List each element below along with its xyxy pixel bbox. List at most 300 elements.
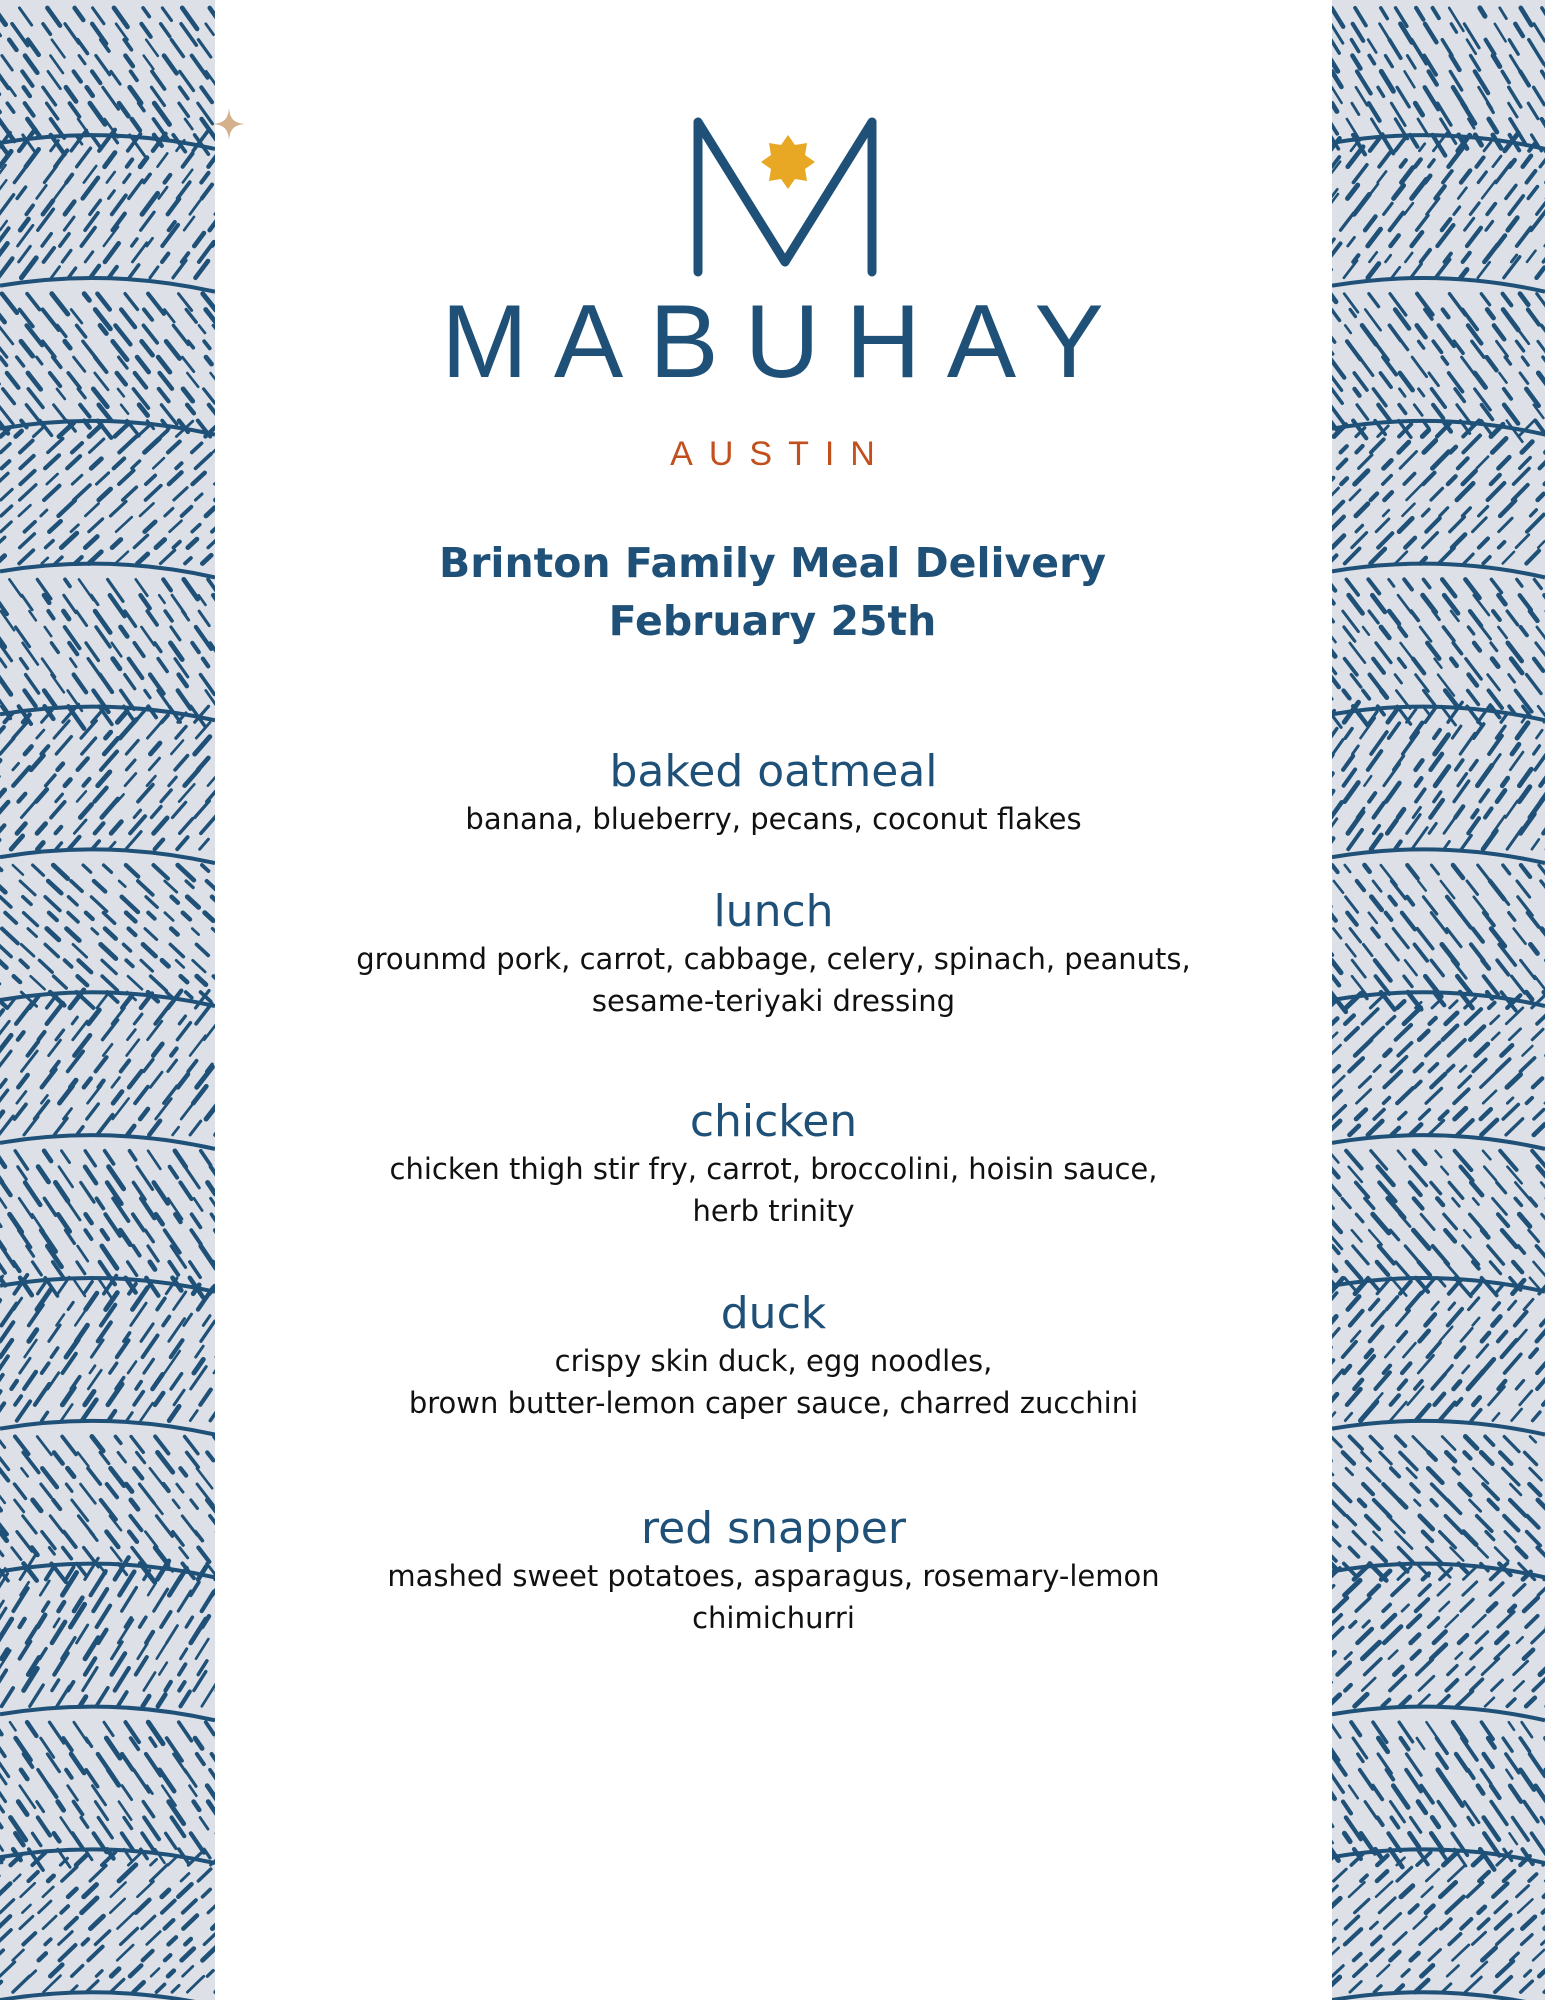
pattern-stroke [181, 976, 188, 982]
pattern-stroke [1341, 478, 1347, 484]
pattern-stroke [1418, 881, 1426, 891]
pattern-stroke [1530, 1437, 1536, 1443]
pattern-stroke [165, 175, 171, 183]
pattern-stroke [133, 1246, 139, 1256]
pattern-stroke [1350, 1622, 1356, 1627]
pattern-stroke [126, 832, 141, 850]
pattern-stroke [0, 1090, 8, 1103]
pattern-stroke [1465, 1802, 1479, 1823]
pattern-stroke [90, 1366, 95, 1373]
pattern-stroke [1332, 1833, 1333, 1843]
pattern-stroke [23, 1933, 35, 1944]
pattern-stroke [0, 8, 6, 25]
pattern-stroke [1518, 1246, 1524, 1253]
pattern-stroke [1420, 1929, 1437, 1945]
pattern-stroke [37, 730, 44, 738]
pattern-stroke [1415, 159, 1421, 166]
pattern-stroke [0, 1601, 3, 1611]
pattern-stroke [1349, 1058, 1363, 1071]
pattern-stroke [1378, 171, 1387, 182]
pattern-stroke [1473, 1060, 1485, 1072]
pattern-stroke [0, 180, 6, 198]
pattern-stroke [42, 1468, 57, 1487]
pattern-stroke [78, 976, 88, 985]
pattern-stroke [86, 1770, 97, 1787]
pattern-stroke [1451, 659, 1456, 666]
pattern-stroke [1369, 1230, 1382, 1245]
pattern-stroke [110, 1363, 117, 1373]
pattern-stroke [1334, 881, 1343, 893]
pattern-stroke [1524, 1598, 1538, 1611]
pattern-stroke [1363, 1642, 1380, 1658]
pattern-stroke [1370, 1327, 1383, 1342]
pattern-stroke [1515, 1183, 1530, 1200]
pattern-stroke [1440, 1602, 1450, 1611]
pattern-stroke [134, 1183, 145, 1200]
pattern-stroke [117, 711, 127, 722]
pattern-stroke [1529, 1484, 1540, 1495]
pattern-stroke [181, 1100, 196, 1119]
pattern-stroke [202, 185, 212, 199]
pattern-stroke [0, 1010, 3, 1024]
pattern-stroke [17, 824, 25, 834]
pattern-stroke [136, 1382, 141, 1389]
pattern-stroke [161, 790, 171, 802]
course-description-line: mashed sweet potatoes, asparagus, rosemary-lemon [387, 1559, 1160, 1593]
pattern-stroke [100, 675, 112, 692]
pattern-stroke [163, 1317, 169, 1326]
pattern-stroke [119, 471, 134, 485]
pattern-stroke [1514, 929, 1526, 944]
title-line-1: Brinton Family Meal Delivery [438, 539, 1107, 587]
pattern-stroke [1421, 1965, 1433, 1976]
pattern-stroke [20, 1642, 31, 1659]
pattern-stroke [1356, 1598, 1370, 1611]
pattern-stroke [54, 1118, 67, 1135]
pattern-stroke [201, 1151, 211, 1165]
pattern-stroke [1348, 147, 1363, 167]
pattern-stroke [183, 1900, 196, 1913]
pattern-stroke [1371, 732, 1387, 754]
pattern-stroke [43, 1602, 49, 1611]
pattern-stroke [126, 865, 138, 877]
pattern-stroke [1363, 944, 1372, 955]
pattern-stroke [129, 265, 139, 278]
pattern-stroke [1345, 1653, 1351, 1659]
pattern-stroke [168, 1858, 176, 1865]
pattern-stroke [1437, 1754, 1447, 1768]
pattern-stroke [1399, 659, 1406, 668]
pattern-stroke [1479, 1907, 1485, 1913]
pattern-stroke [1399, 1380, 1406, 1389]
pattern-stroke [56, 827, 62, 833]
pattern-stroke [186, 881, 193, 888]
pattern-stroke [1392, 1818, 1399, 1828]
pattern-stroke [1390, 213, 1403, 231]
pattern-stroke [1347, 1262, 1362, 1279]
pattern-stroke [58, 1802, 64, 1811]
pattern-stroke [97, 1198, 104, 1208]
pattern-stroke [0, 71, 8, 88]
pattern-stroke [42, 659, 55, 677]
pattern-stroke [0, 1930, 11, 1945]
pattern-stroke [25, 103, 34, 116]
pattern-stroke [128, 1262, 137, 1276]
pattern-stroke [132, 239, 137, 246]
pattern-stroke [1378, 87, 1384, 96]
pattern-stroke [162, 8, 171, 21]
pattern-stroke [109, 267, 117, 278]
pattern-stroke [13, 1262, 19, 1271]
pattern-stroke [214, 476, 215, 484]
pattern-stroke [1362, 1678, 1375, 1691]
pattern-stroke [59, 1932, 72, 1945]
pattern-stroke [54, 1619, 59, 1627]
pattern-stroke [120, 1230, 130, 1244]
pattern-stroke [0, 1468, 8, 1480]
pattern-stroke [134, 1468, 142, 1478]
pattern-stroke [13, 763, 19, 769]
pattern-stroke [1382, 1700, 1389, 1707]
pattern-stroke [1338, 1663, 1350, 1675]
pattern-stroke [1386, 913, 1392, 920]
pattern-stroke [0, 1391, 1, 1405]
pattern-stroke [1426, 1869, 1439, 1881]
pattern-stroke [48, 71, 60, 88]
pattern-stroke [162, 960, 169, 966]
pattern-stroke [1366, 1516, 1379, 1529]
pattern-stroke [49, 913, 57, 921]
pattern-stroke [1353, 1246, 1368, 1264]
pattern-stroke [1478, 172, 1486, 183]
pattern-stroke [1398, 1151, 1405, 1159]
pattern-stroke [1440, 1532, 1456, 1548]
pattern-stroke [1454, 1089, 1468, 1103]
pattern-stroke [1386, 255, 1391, 262]
pattern-stroke [1416, 1405, 1429, 1421]
pattern-stroke [1422, 430, 1428, 436]
pattern-stroke [180, 87, 188, 98]
pattern-stroke [146, 40, 158, 56]
pattern-stroke [1412, 1651, 1420, 1659]
pattern-stroke [195, 1738, 202, 1748]
pattern-stroke [1364, 776, 1371, 786]
pattern-stroke [111, 71, 120, 84]
pattern-stroke [1467, 1883, 1482, 1897]
pattern-stroke [1387, 1017, 1395, 1024]
pattern-stroke [19, 246, 31, 262]
pattern-stroke [1509, 1301, 1516, 1309]
pattern-stroke [1394, 185, 1404, 198]
pattern-stroke [1414, 1917, 1427, 1929]
pattern-stroke [1355, 1694, 1367, 1706]
pattern-stroke [56, 737, 71, 754]
pattern-stroke [207, 1971, 213, 1977]
pattern-stroke [1448, 1666, 1457, 1675]
pattern-stroke [0, 1786, 5, 1802]
pattern-stroke [1461, 270, 1467, 278]
pattern-stroke [0, 1818, 2, 1828]
pattern-stroke [62, 1867, 77, 1881]
pattern-stroke [1451, 24, 1456, 32]
pattern-stroke [1436, 1151, 1442, 1158]
pattern-stroke [1465, 1452, 1471, 1458]
pattern-stroke [64, 1532, 76, 1547]
pattern-stroke [212, 1754, 215, 1766]
pattern-stroke [1477, 158, 1484, 167]
pattern-stroke [1446, 1516, 1463, 1533]
pattern-stroke [62, 1151, 70, 1163]
pattern-stroke [1497, 1961, 1513, 1976]
pattern-stroke [54, 1653, 67, 1674]
pattern-stroke [1402, 1363, 1410, 1373]
pattern-stroke [0, 1548, 3, 1556]
pattern-stroke [1353, 24, 1364, 41]
pattern-stroke [1397, 1311, 1410, 1326]
pattern-stroke [25, 691, 36, 707]
pattern-stroke [1500, 1452, 1511, 1464]
pattern-stroke [1426, 1042, 1440, 1055]
pattern-stroke [88, 1947, 102, 1961]
pattern-stroke [171, 740, 183, 754]
pattern-stroke [1391, 1395, 1399, 1405]
pattern-stroke [1446, 1366, 1452, 1373]
pattern-stroke [20, 960, 28, 967]
pattern-stroke [1463, 508, 1471, 516]
pattern-stroke [202, 865, 208, 871]
pattern-stroke [58, 500, 75, 516]
pattern-stroke [1426, 518, 1439, 532]
pattern-stroke [57, 1687, 69, 1707]
pattern-stroke [1452, 726, 1461, 738]
pattern-stroke [1395, 139, 1404, 151]
pattern-stroke [1332, 1106, 1345, 1119]
pattern-stroke [1495, 1548, 1508, 1561]
pattern-stroke [1363, 1621, 1369, 1627]
pattern-stroke [117, 1945, 133, 1960]
pattern-stroke [78, 1452, 89, 1466]
pattern-stroke [24, 1372, 36, 1389]
pattern-stroke [0, 1722, 2, 1734]
pattern-stroke [1478, 262, 1490, 278]
pattern-stroke [1332, 1167, 1338, 1178]
pattern-stroke [145, 929, 157, 940]
pattern-stroke [1346, 1917, 1359, 1929]
pattern-stroke [1363, 691, 1369, 699]
pattern-stroke [1503, 865, 1510, 874]
pattern-stroke [1527, 515, 1544, 532]
pattern-stroke [145, 1230, 153, 1242]
pattern-stroke [154, 865, 168, 878]
pattern-stroke [20, 471, 34, 484]
pattern-stroke [1517, 881, 1530, 897]
pattern-stroke [1473, 1198, 1478, 1204]
pattern-stroke [1376, 519, 1389, 532]
pattern-stroke [20, 1619, 25, 1627]
pattern-stroke [1522, 1722, 1532, 1737]
pattern-stroke [1332, 1564, 1336, 1570]
pattern-stroke [1450, 1001, 1457, 1008]
pattern-stroke [74, 71, 81, 81]
pattern-stroke [1413, 1437, 1429, 1454]
pattern-stroke [1463, 1246, 1479, 1264]
pattern-stroke [175, 1151, 186, 1167]
pattern-stroke [1344, 1833, 1350, 1841]
pattern-stroke [1432, 1374, 1445, 1389]
pattern-stroke [1332, 1317, 1336, 1326]
pattern-stroke [1405, 960, 1417, 975]
course-item [215, 1288, 1332, 1424]
pattern-stroke [33, 1833, 41, 1845]
pattern-stroke [1476, 1632, 1487, 1643]
pattern-stroke [0, 1950, 3, 1960]
pattern-stroke [84, 1079, 91, 1088]
pattern-stroke [47, 8, 60, 26]
pattern-stroke [41, 510, 47, 516]
pattern-stroke [1332, 1652, 1335, 1659]
pattern-stroke [1372, 1937, 1380, 1945]
pattern-stroke [96, 1057, 107, 1071]
pattern-stroke [201, 173, 208, 183]
pattern-stroke [1422, 1887, 1433, 1897]
pattern-stroke [1376, 1372, 1390, 1389]
pattern-stroke [1332, 944, 1333, 955]
pattern-stroke [150, 1072, 162, 1087]
pattern-stroke [1396, 1025, 1411, 1040]
pattern-stroke [208, 1183, 215, 1195]
pattern-stroke [46, 775, 55, 786]
pattern-stroke [50, 1722, 64, 1743]
pattern-stroke [1477, 765, 1492, 785]
pattern-stroke [150, 267, 158, 278]
pattern-stroke [44, 1151, 51, 1161]
pattern-stroke [1332, 755, 1334, 770]
pattern-stroke [1511, 1953, 1519, 1960]
pattern-stroke [132, 119, 140, 130]
pattern-stroke [1435, 186, 1444, 198]
pattern-stroke [1389, 1651, 1397, 1659]
pattern-stroke [1405, 253, 1412, 262]
pattern-stroke [1425, 87, 1439, 109]
pattern-stroke [97, 1606, 110, 1627]
pattern-stroke [1389, 40, 1400, 58]
pattern-stroke [96, 1971, 102, 1977]
pattern-stroke [1473, 1318, 1480, 1326]
pattern-stroke [1414, 1198, 1423, 1208]
pattern-stroke [1456, 760, 1463, 770]
pattern-stroke [131, 71, 137, 80]
pattern-stroke [2, 1183, 11, 1196]
pattern-stroke [95, 788, 107, 802]
pattern-stroke [0, 1833, 3, 1850]
pattern-stroke [107, 1484, 117, 1497]
course-item [215, 1503, 1332, 1639]
pattern-stroke [174, 1292, 186, 1310]
pattern-stroke [1332, 1019, 1337, 1024]
pattern-stroke [16, 431, 22, 437]
pattern-stroke [15, 1500, 24, 1512]
pattern-stroke [168, 199, 180, 215]
pattern-stroke [144, 1673, 155, 1691]
pattern-stroke [1416, 789, 1425, 801]
pattern-stroke [1407, 897, 1413, 905]
pattern-stroke [1533, 1950, 1544, 1960]
pattern-stroke [169, 777, 176, 786]
pattern-stroke [1481, 1452, 1492, 1463]
pattern-stroke [85, 504, 98, 516]
pattern-stroke [197, 976, 206, 984]
pattern-stroke [1431, 865, 1438, 874]
pattern-stroke [169, 1319, 185, 1342]
pattern-stroke [110, 1899, 124, 1913]
pattern-stroke [1489, 1500, 1498, 1509]
pattern-stroke [202, 1684, 215, 1706]
pattern-stroke [31, 756, 44, 770]
pattern-stroke [1530, 1468, 1542, 1480]
pattern-stroke [83, 865, 91, 872]
pattern-stroke [124, 174, 130, 182]
pattern-stroke [106, 732, 111, 738]
pattern-stroke [1513, 485, 1528, 500]
pattern-stroke [14, 976, 20, 982]
pattern-stroke [155, 1393, 163, 1405]
pattern-stroke [129, 1532, 137, 1542]
pattern-stroke [1333, 1246, 1339, 1253]
pattern-stroke [180, 1548, 188, 1558]
pattern-stroke [143, 944, 156, 956]
pattern-stroke [21, 258, 36, 278]
pattern-stroke [118, 1620, 133, 1643]
pattern-stroke [1407, 1293, 1421, 1310]
pattern-stroke [1376, 1882, 1392, 1897]
pattern-stroke [0, 258, 12, 277]
pattern-stroke [1542, 929, 1545, 937]
pattern-stroke [1519, 787, 1530, 802]
pattern-stroke [92, 24, 106, 44]
pattern-stroke [96, 56, 110, 75]
pattern-stroke [1413, 659, 1424, 674]
pattern-stroke [0, 1884, 10, 1897]
pattern-stroke [74, 485, 90, 500]
pattern-stroke [116, 517, 132, 532]
pattern-stroke [168, 1060, 177, 1071]
pattern-stroke [185, 1167, 199, 1188]
pattern-stroke [0, 1802, 3, 1812]
pattern-stroke [1482, 181, 1496, 199]
pattern-stroke [1347, 1516, 1356, 1525]
pattern-stroke [169, 472, 182, 484]
course-name: duck [720, 1288, 827, 1339]
pattern-stroke [1333, 1076, 1345, 1087]
pattern-stroke [44, 486, 59, 500]
pattern-stroke [97, 473, 109, 484]
pattern-stroke [201, 87, 212, 102]
pattern-stroke [1384, 1071, 1401, 1087]
pattern-stroke [192, 56, 208, 78]
pattern-stroke [127, 1040, 139, 1056]
pattern-stroke [21, 1883, 35, 1897]
pattern-stroke [1527, 251, 1536, 262]
pattern-stroke [87, 1104, 99, 1119]
pattern-stroke [191, 1500, 198, 1508]
pattern-stroke [1494, 1303, 1500, 1309]
pattern-stroke [1427, 1548, 1443, 1564]
pattern-stroke [1372, 929, 1379, 937]
pattern-stroke [1507, 1098, 1513, 1103]
pattern-stroke [99, 130, 115, 151]
pattern-stroke [188, 1061, 196, 1072]
pattern-stroke [105, 1151, 114, 1164]
